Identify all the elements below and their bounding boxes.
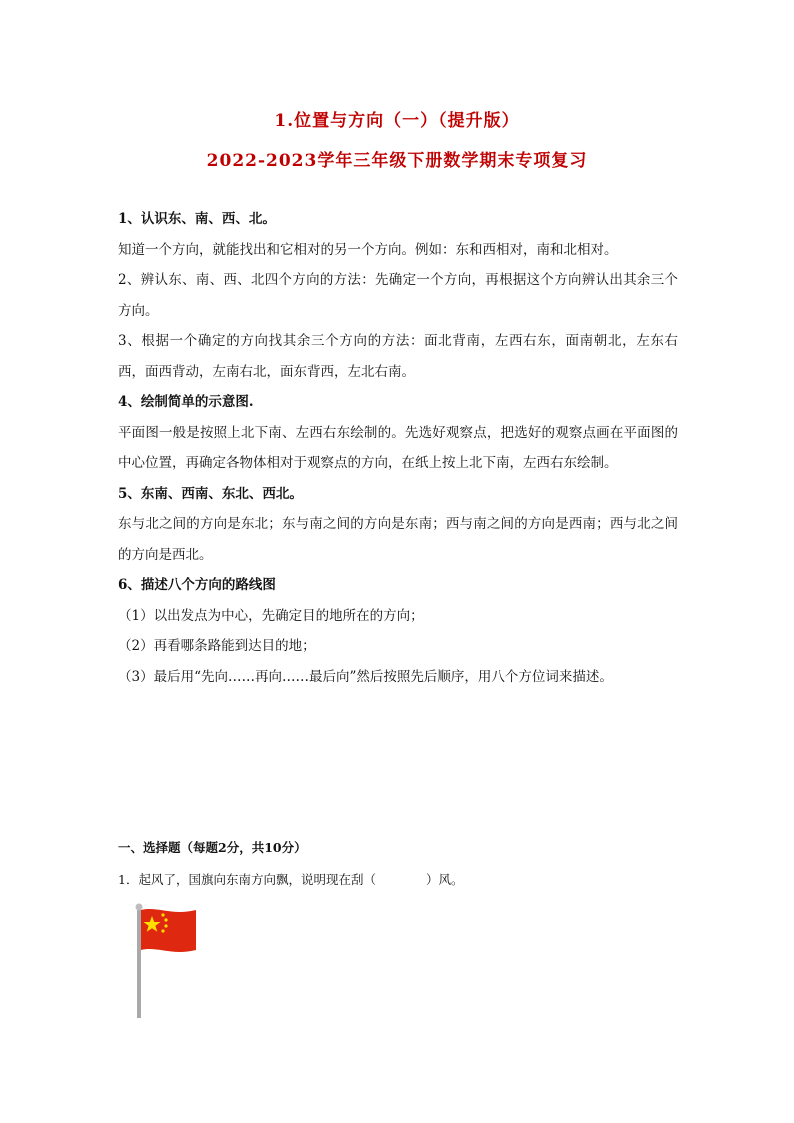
- step-3: （3）最后用“先向……再向……最后向”然后按照先后顺序，用八个方位词来描述。: [118, 668, 613, 685]
- paragraph-1: 知道一个方向，就能找出和它相对的另一个方向。例如：东和西相对，南和北相对。: [118, 241, 618, 258]
- step-2: （2）再看哪条路能到达目的地；: [118, 638, 316, 654]
- section-heading-6: 6、描述八个方向的路线图: [118, 577, 276, 593]
- flag-small-star-2: [164, 918, 167, 921]
- section-heading-5: 5、东南、西南、东北、西北。: [118, 485, 303, 502]
- flag-small-star-1: [161, 913, 164, 916]
- flag-cloth: [141, 909, 196, 952]
- page-title: 1.位置与方向（一）（提升版）: [274, 111, 520, 131]
- page-subtitle: 2022-2023学年三年级下册数学期末专项复习: [206, 151, 588, 171]
- knowledge-summary: [118, 204, 678, 692]
- step-1: （1）以出发点为中心，先确定目的地所在的方向；: [118, 607, 424, 624]
- question-1: 1．起风了，国旗向东南方向飘，说明现在刮（ ）风。: [118, 872, 464, 887]
- paragraph-3: 3、根据一个确定的方向找其余三个方向的方法：面北背南，左西右东，面南朝北，左东右西，面西背动，左南右北，面东背西，左北右南。: [118, 333, 678, 380]
- paragraph-2: 2、辨认东、南、西、北四个方向的方法：先确定一个方向，再根据这个方向辨认出其余三个方向。: [118, 272, 678, 319]
- section-heading-4: 4、绘制简单的示意图.: [118, 394, 254, 410]
- paragraph-5: 东与北之间的方向是东北；东与南之间的方向是东南；西与南之间的方向是西南；西与北之间的方向是西北。: [118, 516, 678, 563]
- exercise-heading: 一、选择题（每题2分，共10分）: [118, 840, 307, 855]
- paragraph-4: 平面图一般是按照上北下南、左西右东绘制的。先选好观察点，把选好的观察点画在平面图的中心位置，再确定各物体相对于观察点的方向，在纸上按上北下南，左西右东绘制。: [118, 424, 678, 471]
- china-flag-icon: [132, 902, 202, 1018]
- flag-pole-top: [136, 904, 143, 911]
- flag-pole: [137, 906, 141, 1018]
- flag-small-star-3: [164, 924, 167, 927]
- section-heading-1: 1、认识东、南、西、北。: [118, 211, 276, 227]
- flag-small-star-4: [161, 929, 164, 932]
